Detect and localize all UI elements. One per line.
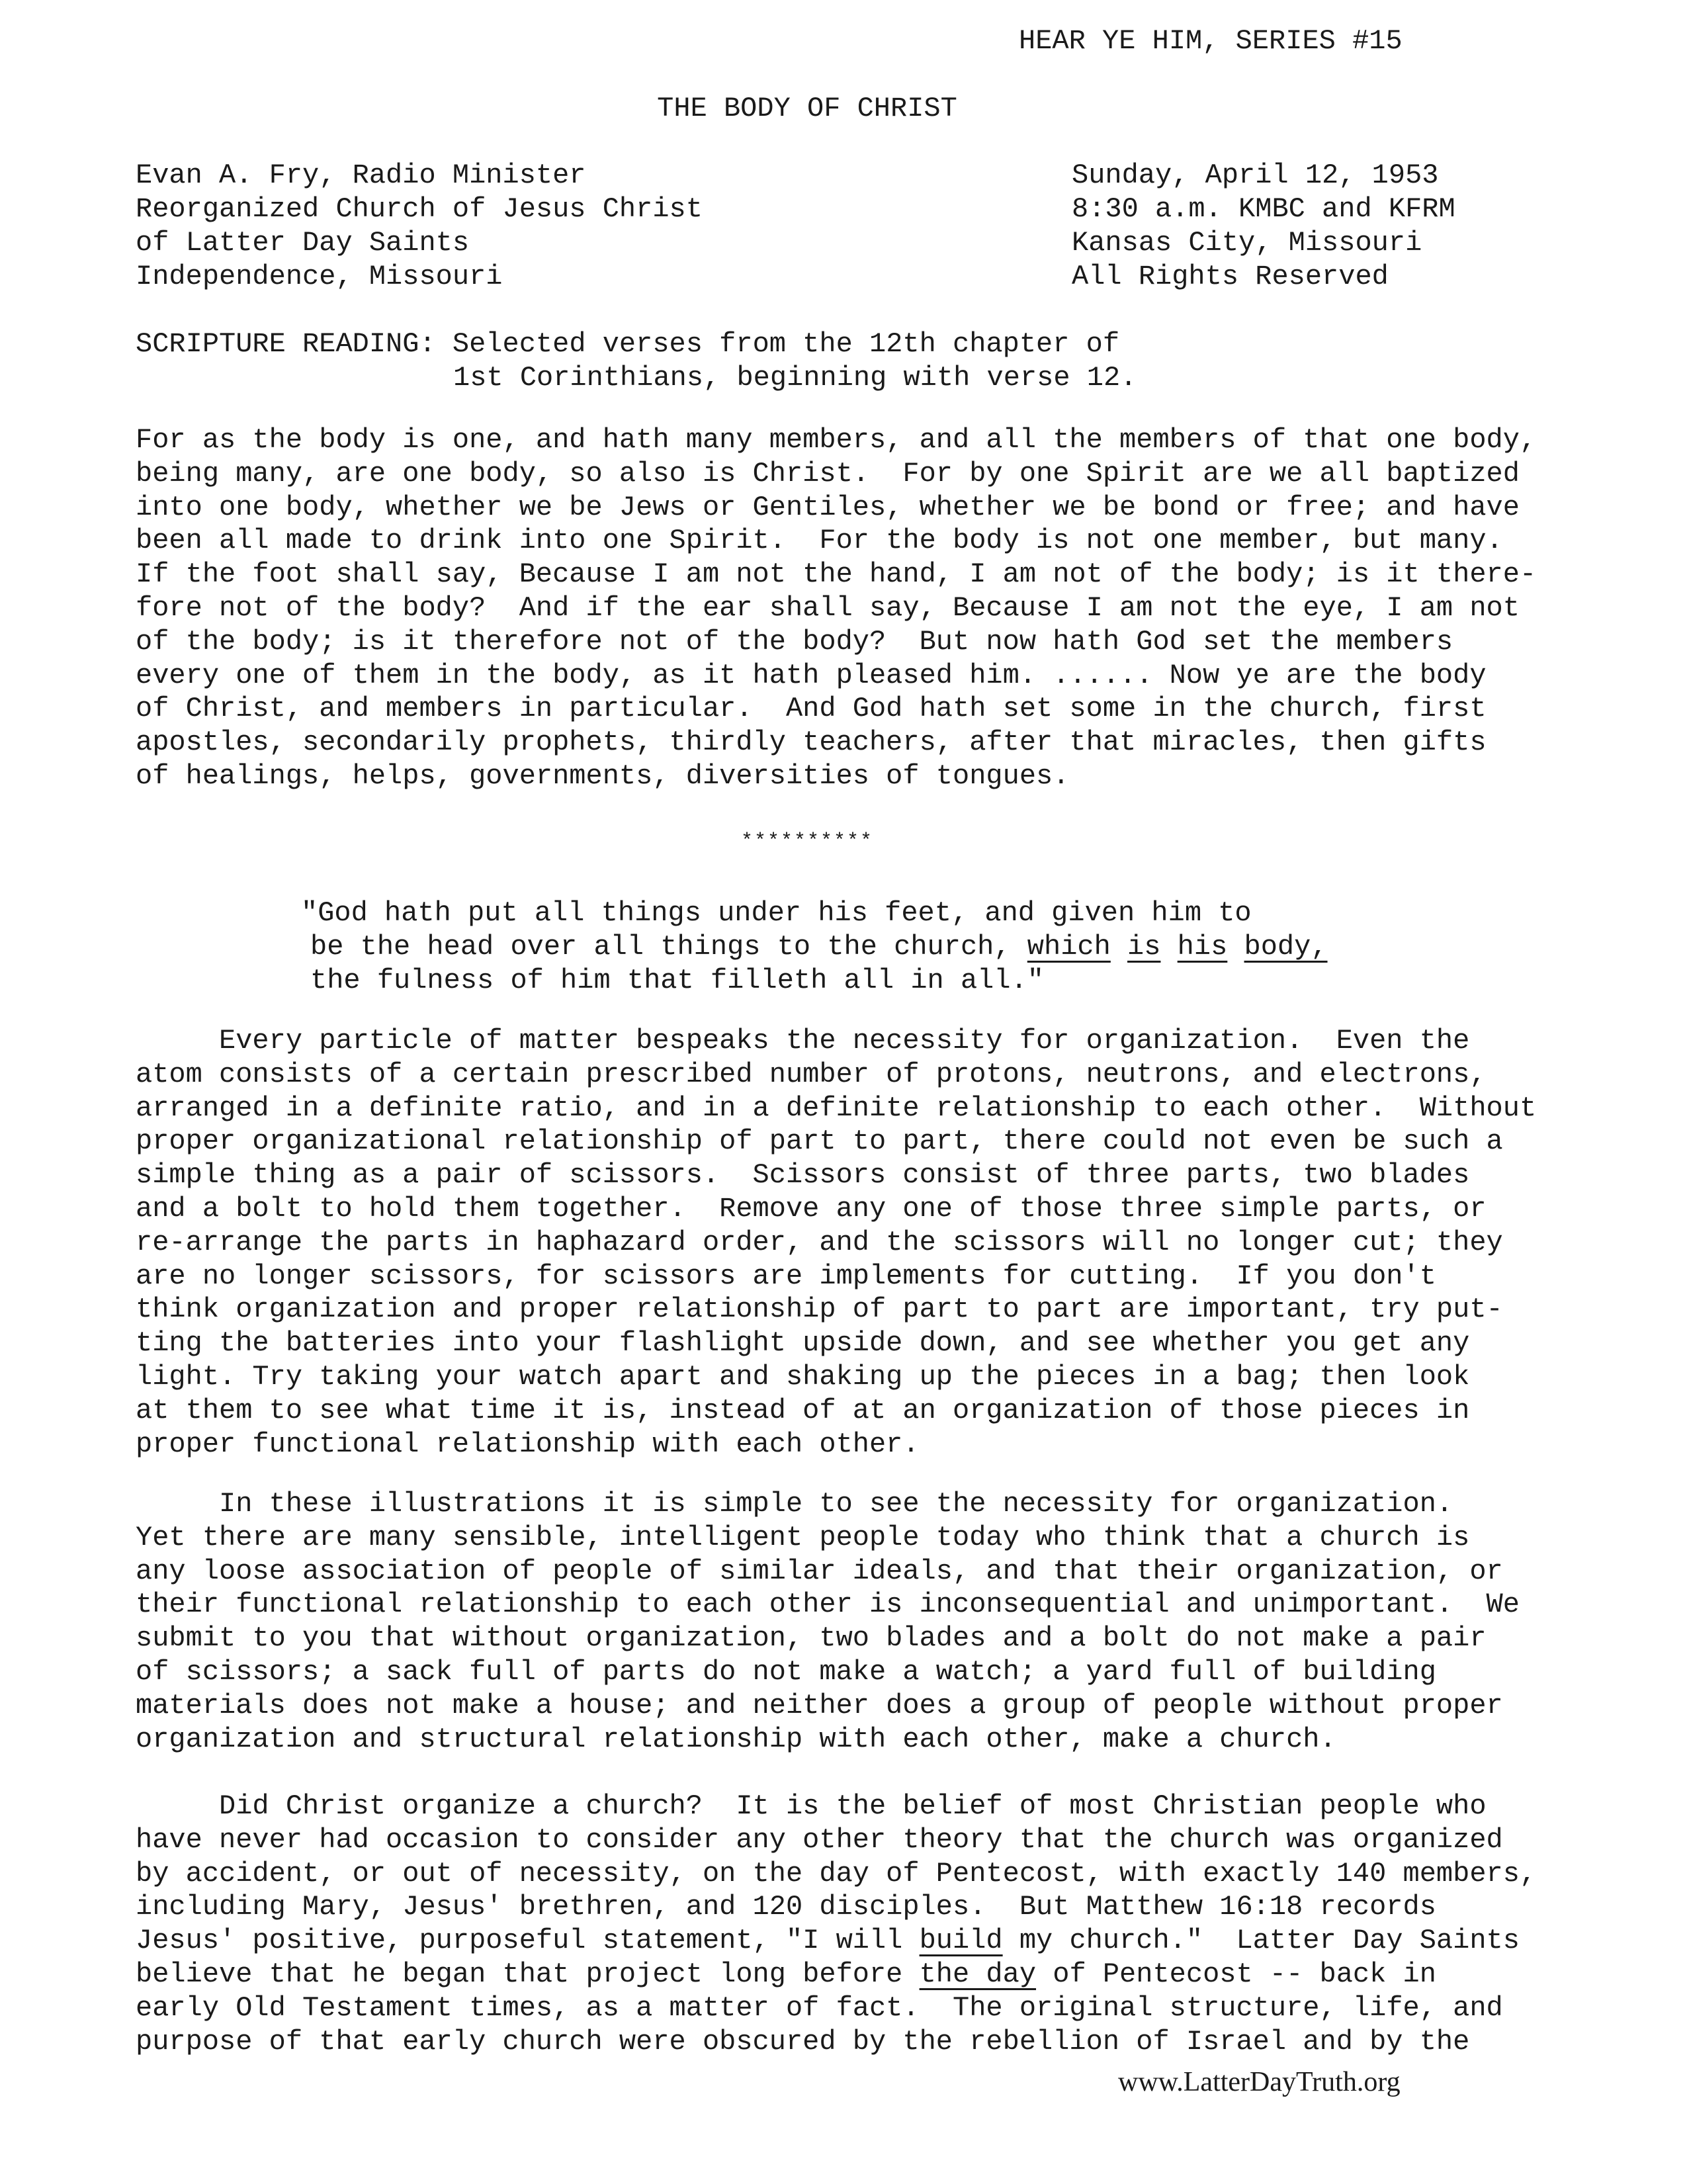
- text-line: re-arrange the parts in haphazard order, and the scissors will no longer cut; they: [136, 1226, 1503, 1258]
- scripture-reading-text: 1st Corinthians, beginning with verse 12.: [453, 362, 1137, 394]
- text-line: organization and structural relationship with each other, make a church.: [136, 1723, 1336, 1755]
- underlined-word: body,: [1244, 931, 1328, 963]
- text-line: and a bolt to hold them together. Remove any one of those three simple parts, or: [136, 1192, 1487, 1225]
- text-line: have never had occasion to consider any other theory that the church was organized: [136, 1823, 1503, 1856]
- text-line: Every particle of matter bespeaks the necessity for organization. Even the: [136, 1025, 1470, 1057]
- broadcast-line: Sunday, April 12, 1953: [1072, 159, 1439, 191]
- text-line: of healings, helps, governments, diversities of tongues.: [136, 760, 1070, 792]
- footer-url: www.LatterDayTruth.org: [1118, 2067, 1401, 2097]
- text-line: being many, are one body, so also is Christ. For by one Spirit are we all baptized: [136, 457, 1520, 490]
- text-line: ting the batteries into your flashlight upside down, and see whether you get any: [136, 1327, 1470, 1360]
- quote-text: be the head over all things to the church,: [310, 931, 1027, 963]
- underlined-word: which: [1027, 931, 1111, 963]
- text-line: by accident, or out of necessity, on the day of Pentecost, with exactly 140 members,: [136, 1857, 1537, 1890]
- scripture-text: [136, 423, 1558, 793]
- quote-line: the fulness of him that filleth all in all.": [310, 965, 1044, 996]
- underlined-word: build: [919, 1925, 1003, 1957]
- text-line: into one body, whether we be Jews or Gentiles, whether we be bond or free; and have: [136, 491, 1520, 523]
- scripture-reading: [136, 328, 1137, 395]
- broadcast-line: 8:30 a.m. KMBC and KFRM: [1072, 193, 1455, 225]
- author-line: Evan A. Fry, Radio Minister: [136, 159, 586, 191]
- underlined-word: is: [1127, 931, 1161, 963]
- text-line: [136, 1924, 1558, 1958]
- text-line: proper functional relationship with each other.: [136, 1428, 920, 1460]
- text-line: Yet there are many sensible, intelligent people today who think that a church is: [136, 1521, 1470, 1553]
- broadcast-line: All Rights Reserved: [1072, 261, 1389, 292]
- quote-line: "God hath put all things under his feet, and given him to: [301, 897, 1252, 929]
- text-line: of scissors; a sack full of parts do not make a watch; a yard full of building: [136, 1655, 1436, 1688]
- text-line: including Mary, Jesus' brethren, and 120 disciples. But Matthew 16:18 records: [136, 1891, 1436, 1923]
- quotation: [301, 896, 1328, 998]
- paragraph-christ-organize: [136, 1790, 1558, 2058]
- section-separator: **********: [740, 830, 874, 853]
- text-segment: of Pentecost -- back in: [1036, 1958, 1436, 1990]
- text-line: of Christ, and members in particular. And God hath set some in the church, first: [136, 693, 1487, 725]
- text-line: materials does not make a house; and neither does a group of people without proper: [136, 1689, 1503, 1722]
- text-line: at them to see what time it is, instead of at an organization of those pieces in: [136, 1394, 1470, 1426]
- text-line: are no longer scissors, for scissors are implements for cutting. If you don't: [136, 1260, 1436, 1292]
- text-line: fore not of the body? And if the ear shall say, Because I am not the eye, I am not: [136, 591, 1520, 624]
- text-line: think organization and proper relationship of part to part are important, try put-: [136, 1293, 1503, 1326]
- text-segment: believe that he began that project long before: [136, 1958, 920, 1990]
- author-line: Reorganized Church of Jesus Christ: [136, 193, 703, 225]
- text-line: In these illustrations it is simple to see the necessity for organization.: [136, 1488, 1453, 1520]
- text-line: simple thing as a pair of scissors. Scissors consist of three parts, two blades: [136, 1159, 1470, 1192]
- text-line: submit to you that without organization, two blades and a bolt do not make a pair: [136, 1622, 1487, 1655]
- text-line: any loose association of people of similar ideals, and that their organization, or: [136, 1555, 1503, 1587]
- paragraph-illustrations: [136, 1487, 1558, 1756]
- text-line: been all made to drink into one Spirit. For the body is not one member, but many.: [136, 525, 1503, 557]
- text-line: early Old Testament times, as a matter of fact. The original structure, life, and: [136, 1991, 1503, 2024]
- text-line: apostles, secondarily prophets, thirdly teachers, after that miracles, then gifts: [136, 726, 1487, 759]
- text-line: atom consists of a certain prescribed number of protons, neutrons, and electrons,: [136, 1058, 1487, 1090]
- text-line: purpose of that early church were obscured by the rebellion of Israel and by the: [136, 2025, 1470, 2058]
- text-line: Did Christ organize a church? It is the belief of most Christian people who: [136, 1790, 1487, 1822]
- series-heading: HEAR YE HIM, SERIES #15: [1019, 25, 1403, 57]
- underlined-word: his: [1177, 931, 1228, 963]
- text-line: arranged in a definite ratio, and in a definite relationship to each other. Without: [136, 1092, 1537, 1124]
- underlined-word: the day: [919, 1958, 1037, 1990]
- text-line: of the body; is it therefore not of the body? But now hath God set the members: [136, 625, 1453, 658]
- scripture-reading-text: Selected verses from the 12th chapter of: [435, 328, 1120, 360]
- text-line: [136, 1958, 1558, 1991]
- broadcast-block: [1072, 159, 1455, 294]
- text-line: their functional relationship to each other is inconsequential and unimportant. We: [136, 1589, 1520, 1621]
- quote-line: [301, 930, 1328, 964]
- text-segment: Jesus' positive, purposeful statement, "I will: [136, 1925, 920, 1957]
- author-line: Independence, Missouri: [136, 261, 503, 292]
- text-segment: my church." Latter Day Saints: [1002, 1925, 1520, 1957]
- text-line: proper organizational relationship of part to part, there could not even be such a: [136, 1125, 1503, 1158]
- scripture-reading-label: SCRIPTURE READING:: [136, 328, 436, 360]
- page-title: THE BODY OF CHRIST: [657, 93, 957, 124]
- author-line: of Latter Day Saints: [136, 227, 470, 259]
- text-line: If the foot shall say, Because I am not the hand, I am not of the body; is it there-: [136, 558, 1537, 591]
- author-block: [136, 159, 703, 294]
- text-line: For as the body is one, and hath many members, and all the members of that one body,: [136, 424, 1537, 456]
- broadcast-line: Kansas City, Missouri: [1072, 227, 1422, 259]
- text-line: light. Try taking your watch apart and shaking up the pieces in a bag; then look: [136, 1360, 1470, 1393]
- paragraph-organization: [136, 1024, 1558, 1461]
- text-line: every one of them in the body, as it hath pleased him. ...... Now ye are the body: [136, 659, 1487, 691]
